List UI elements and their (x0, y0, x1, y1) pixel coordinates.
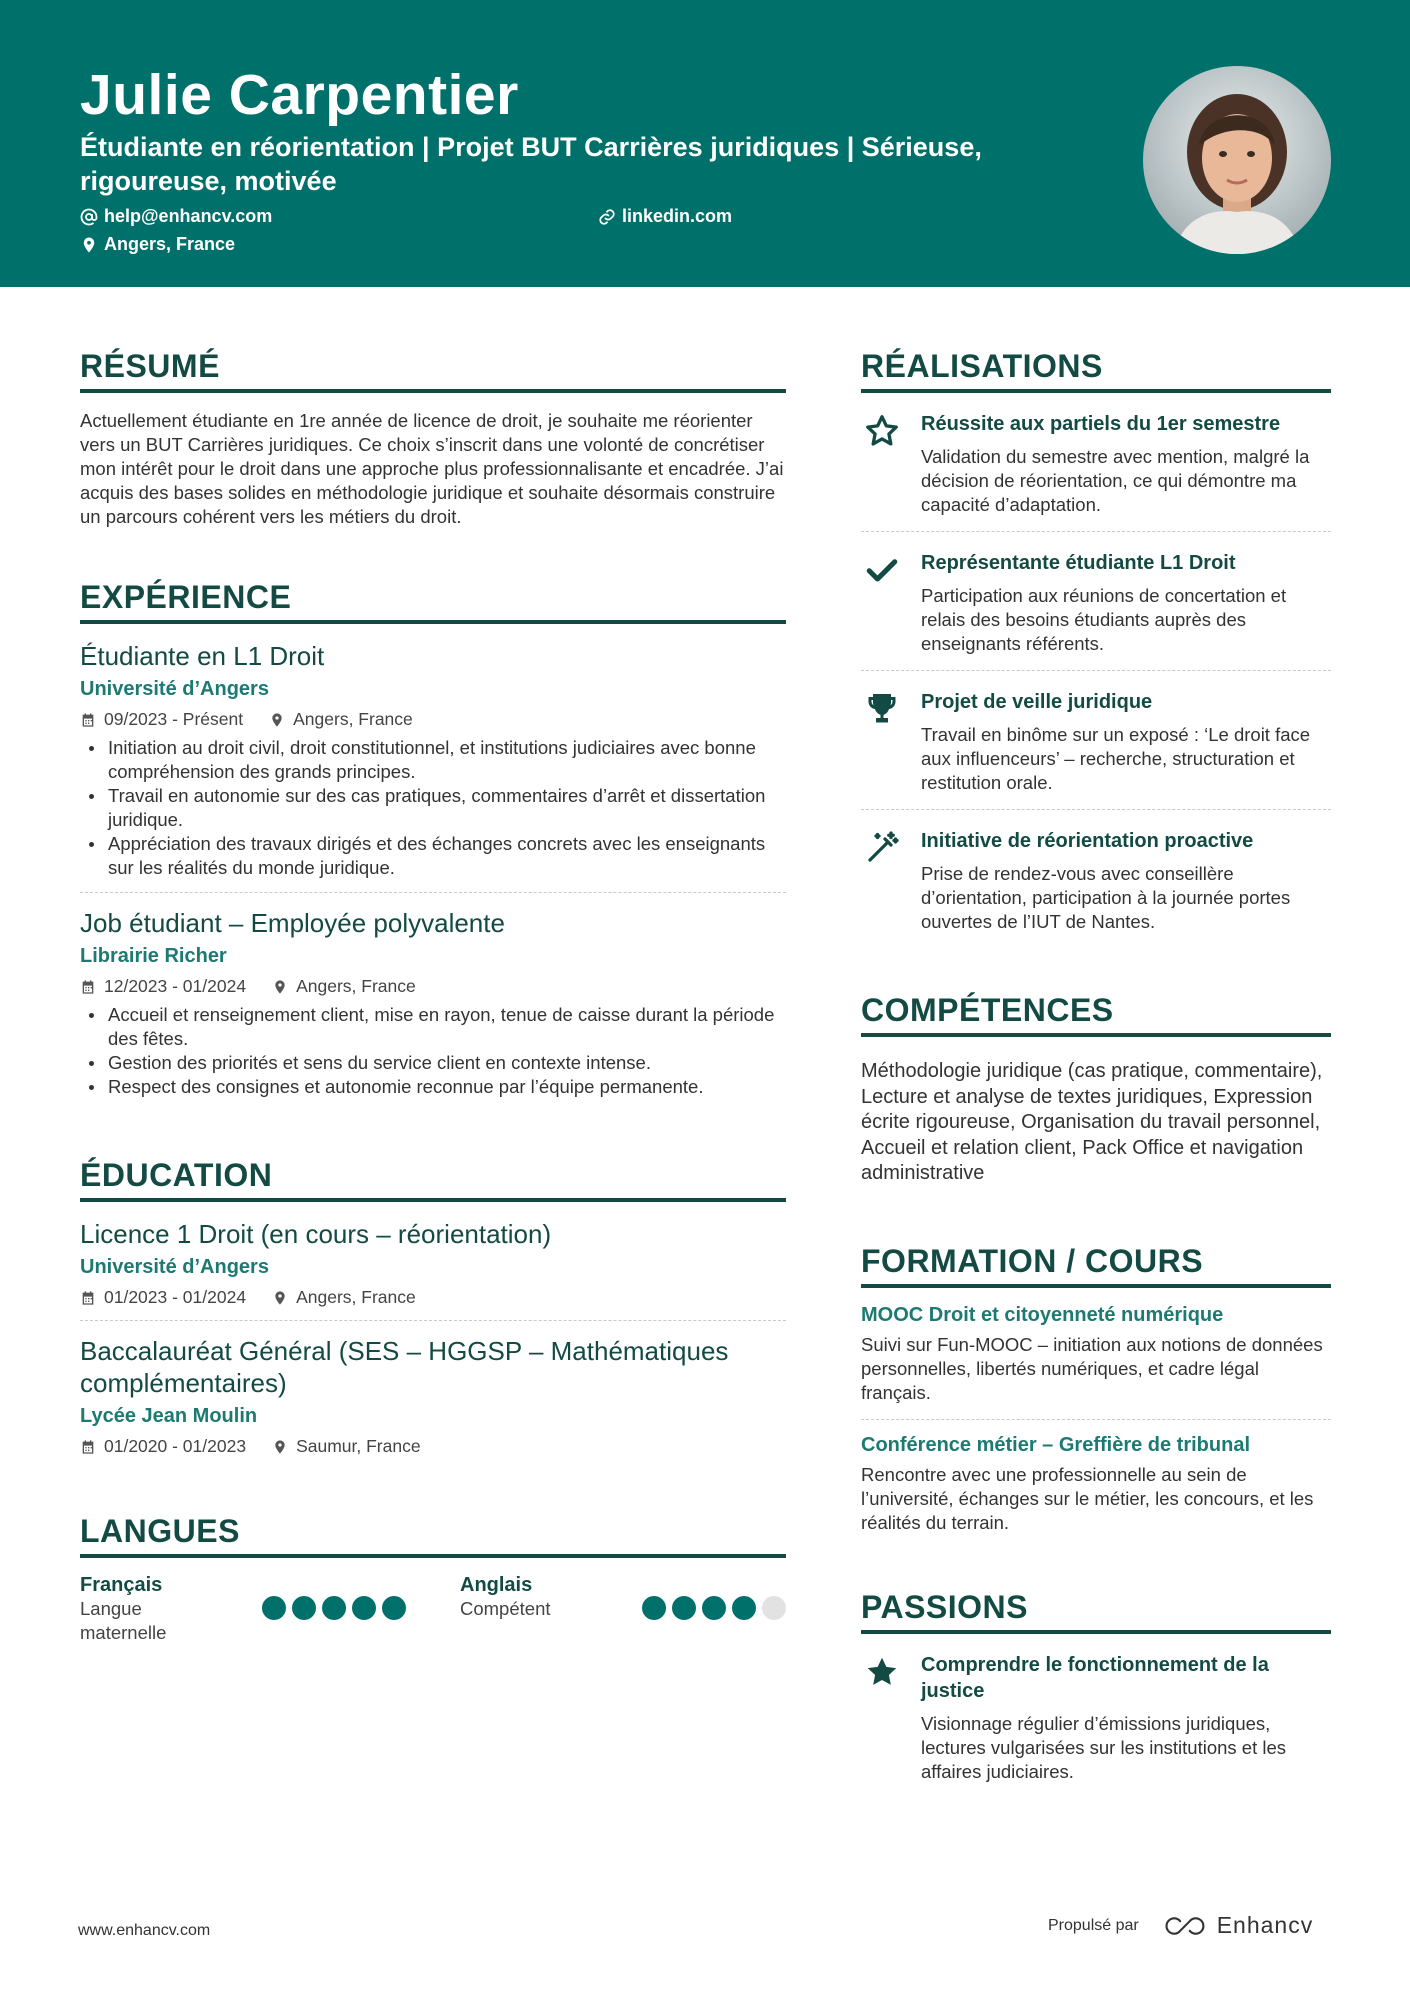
achievement-title: Représentante étudiante L1 Droit (921, 552, 1236, 574)
profile-photo (1143, 66, 1331, 254)
language-item (80, 1574, 406, 1645)
candidate-subtitle: Étudiante en réorientation | Projet BUT Carrières juridiques | Sérieuse, rigoureuse, motivée (80, 132, 982, 196)
contact-linkedin[interactable] (598, 206, 732, 227)
experience-bullets (80, 1003, 786, 1099)
experience-org: Université d’Angers (80, 678, 269, 700)
achievement-desc: Prise de rendez-vous avec conseillère d’orientation, participation à la journée portes ouvertes de l’IUT de Nantes. (921, 863, 1291, 932)
bullet-item: Gestion des priorités et sens du service client en contexte intense. (80, 1051, 786, 1075)
education-meta (80, 1436, 786, 1457)
calendar-icon (80, 979, 96, 995)
course-desc: Suivi sur Fun-MOOC – initiation aux notions de données personnelles, libertés numériques, et cadre légal français. (861, 1333, 1323, 1403)
language-level: Compétent (460, 1598, 551, 1619)
experience-location: Angers, France (293, 709, 413, 729)
achievements-section (861, 348, 1331, 948)
experience-bullets (80, 736, 786, 880)
magic-wand-icon (864, 830, 900, 866)
language-item (460, 1574, 786, 1645)
at-icon (80, 208, 98, 226)
achievement-title: Projet de veille juridique (921, 691, 1153, 713)
resume-title: RÉSUMÉ (80, 348, 786, 393)
footer-branding (1048, 1912, 1313, 1939)
experience-dates: 09/2023 - Présent (104, 709, 244, 729)
achievement-desc: Travail en binôme sur un exposé : ‘Le droit face aux influenceurs’ – recherche, structuration et restitution orale. (921, 724, 1311, 793)
achievement-item (861, 670, 1331, 809)
experience-role: Étudiante en L1 Droit (80, 641, 325, 671)
rating-dot (702, 1596, 726, 1620)
education-school: Université d’Angers (80, 1256, 269, 1278)
language-name: Français (80, 1574, 163, 1596)
left-column (80, 348, 786, 1695)
language-name: Anglais (460, 1574, 533, 1596)
rating-dot (262, 1596, 286, 1620)
skills-title: COMPÉTENCES (861, 992, 1331, 1037)
bullet-item: Initiation au droit civil, droit constitutionnel, et institutions judiciaires avec bonne compréhension des grands principes. (80, 736, 786, 784)
achievement-item (861, 403, 1331, 531)
experience-title: EXPÉRIENCE (80, 579, 786, 624)
education-entry (80, 1320, 786, 1469)
candidate-name: Julie Carpentier (80, 63, 519, 127)
rating-dot (292, 1596, 316, 1620)
achievement-item (861, 809, 1331, 948)
star-icon (864, 1654, 900, 1690)
link-icon (598, 208, 616, 226)
experience-entry (80, 892, 786, 1111)
brand-name: Enhancv (1216, 1912, 1314, 1938)
education-dates: 01/2023 - 01/2024 (104, 1287, 247, 1307)
experience-dates: 12/2023 - 01/2024 (104, 976, 247, 996)
languages-title: LANGUES (80, 1513, 786, 1558)
skills-section (861, 992, 1331, 1187)
courses-title: FORMATION / COURS (861, 1243, 1331, 1288)
calendar-icon (80, 712, 96, 728)
experience-org: Librairie Richer (80, 945, 227, 967)
skills-text: Méthodologie juridique (cas pratique, commentaire), Lecture et analyse de textes juridiques, Expression écrite rigoureuse, Organisation du travail personnel, Accueil et relation client, Pack Office et navigation administrative (861, 1060, 1323, 1184)
rating-dot (762, 1596, 786, 1620)
course-title: MOOC Droit et citoyenneté numérique (861, 1303, 1224, 1326)
experience-meta (80, 709, 786, 730)
email-text: help@enhancv.com (104, 206, 273, 226)
right-column (861, 348, 1331, 1848)
language-rating (262, 1596, 406, 1645)
achievement-title: Initiative de réorientation proactive (921, 830, 1254, 852)
course-item (861, 1419, 1331, 1549)
experience-role: Job étudiant – Employée polyvalente (80, 908, 505, 938)
star-outline-icon (864, 413, 900, 449)
brand-logo[interactable] (1161, 1912, 1314, 1939)
calendar-icon (80, 1439, 96, 1455)
passion-title: Comprendre le fonctionnement de la justice (921, 1653, 1269, 1702)
location-pin-icon (272, 1290, 288, 1306)
education-degree: Baccalauréat Général (SES – HGGSP – Mathématiques complémentaires) (80, 1336, 729, 1398)
contact-email[interactable] (80, 206, 272, 227)
location-pin-icon (269, 712, 285, 728)
achievement-title: Réussite aux partiels du 1er semestre (921, 413, 1281, 435)
contact-location (80, 234, 235, 255)
location-pin-icon (272, 1439, 288, 1455)
education-meta (80, 1287, 786, 1308)
course-desc: Rencontre avec une professionnelle au sein de l’université, échanges sur le métier, les concours, et les réalités du terrain. (861, 1463, 1314, 1533)
experience-meta (80, 976, 786, 997)
bullet-item: Appréciation des travaux dirigés et des échanges concrets avec les enseignants sur les réalités du monde juridique. (80, 832, 786, 880)
location-pin-icon (80, 236, 98, 254)
location-text: Angers, France (104, 234, 236, 254)
powered-by-text: Propulsé par (1048, 1916, 1139, 1934)
education-section (80, 1157, 786, 1469)
education-title: ÉDUCATION (80, 1157, 786, 1202)
rating-dot (672, 1596, 696, 1620)
footer-website[interactable]: www.enhancv.com (78, 1922, 211, 1939)
rating-dot (352, 1596, 376, 1620)
education-location: Angers, France (296, 1287, 416, 1307)
language-rating (642, 1596, 786, 1645)
education-location: Saumur, France (296, 1436, 421, 1456)
bullet-item: Accueil et renseignement client, mise en rayon, tenue de caisse durant la période des fêtes. (80, 1003, 786, 1051)
passion-desc: Visionnage régulier d’émissions juridiques, lectures vulgarisées sur les institutions et les affaires judiciaires. (921, 1712, 1287, 1782)
experience-location: Angers, France (296, 976, 416, 996)
experience-entry (80, 640, 786, 892)
rating-dot (732, 1596, 756, 1620)
course-title: Conférence métier – Greffière de tribunal (861, 1433, 1251, 1456)
achievement-desc: Participation aux réunions de concertation et relais des besoins étudiants auprès des enseignants référents. (921, 585, 1287, 654)
bullet-item: Respect des consignes et autonomie reconnue par l’équipe permanente. (80, 1075, 786, 1099)
resume-section (80, 348, 786, 529)
courses-section (861, 1243, 1331, 1549)
education-degree: Licence 1 Droit (en cours – réorientation) (80, 1219, 552, 1249)
calendar-icon (80, 1290, 96, 1306)
achievement-desc: Validation du semestre avec mention, malgré la décision de réorientation, ce qui démontre ma capacité d’adaptation. (921, 446, 1310, 515)
rating-dot (642, 1596, 666, 1620)
course-item (861, 1304, 1331, 1419)
achievements-title: RÉALISATIONS (861, 348, 1331, 393)
linkedin-text: linkedin.com (622, 206, 733, 226)
languages-section (80, 1513, 786, 1645)
location-pin-icon (272, 979, 288, 995)
passions-title: PASSIONS (861, 1589, 1331, 1634)
education-school: Lycée Jean Moulin (80, 1405, 258, 1427)
language-level: Langue maternelle (80, 1598, 167, 1643)
enhancv-logo-icon (1161, 1914, 1207, 1938)
bullet-item: Travail en autonomie sur des cas pratiques, commentaires d’arrêt et dissertation juridique. (80, 784, 786, 832)
rating-dot (322, 1596, 346, 1620)
languages-list (80, 1574, 786, 1645)
experience-section (80, 579, 786, 1111)
resume-text: Actuellement étudiante en 1re année de licence de droit, je souhaite me réorienter vers un BUT Carrières juridiques. Ce choix s’inscrit dans une volonté de concrétiser mon intérêt pour le droit dans une approche plus professionnalisante et encadrée. J’ai acquis des bases solides en méthodologie juridique et souhaite désormais construire un parcours cohérent vers les métiers du droit. (80, 410, 784, 527)
education-entry (80, 1218, 786, 1320)
trophy-icon (864, 691, 900, 727)
header-banner (0, 0, 1410, 287)
achievement-item (861, 531, 1331, 670)
passions-section (861, 1589, 1331, 1798)
education-dates: 01/2020 - 01/2023 (104, 1436, 247, 1456)
rating-dot (382, 1596, 406, 1620)
check-icon (864, 552, 900, 588)
passion-item (861, 1644, 1331, 1798)
